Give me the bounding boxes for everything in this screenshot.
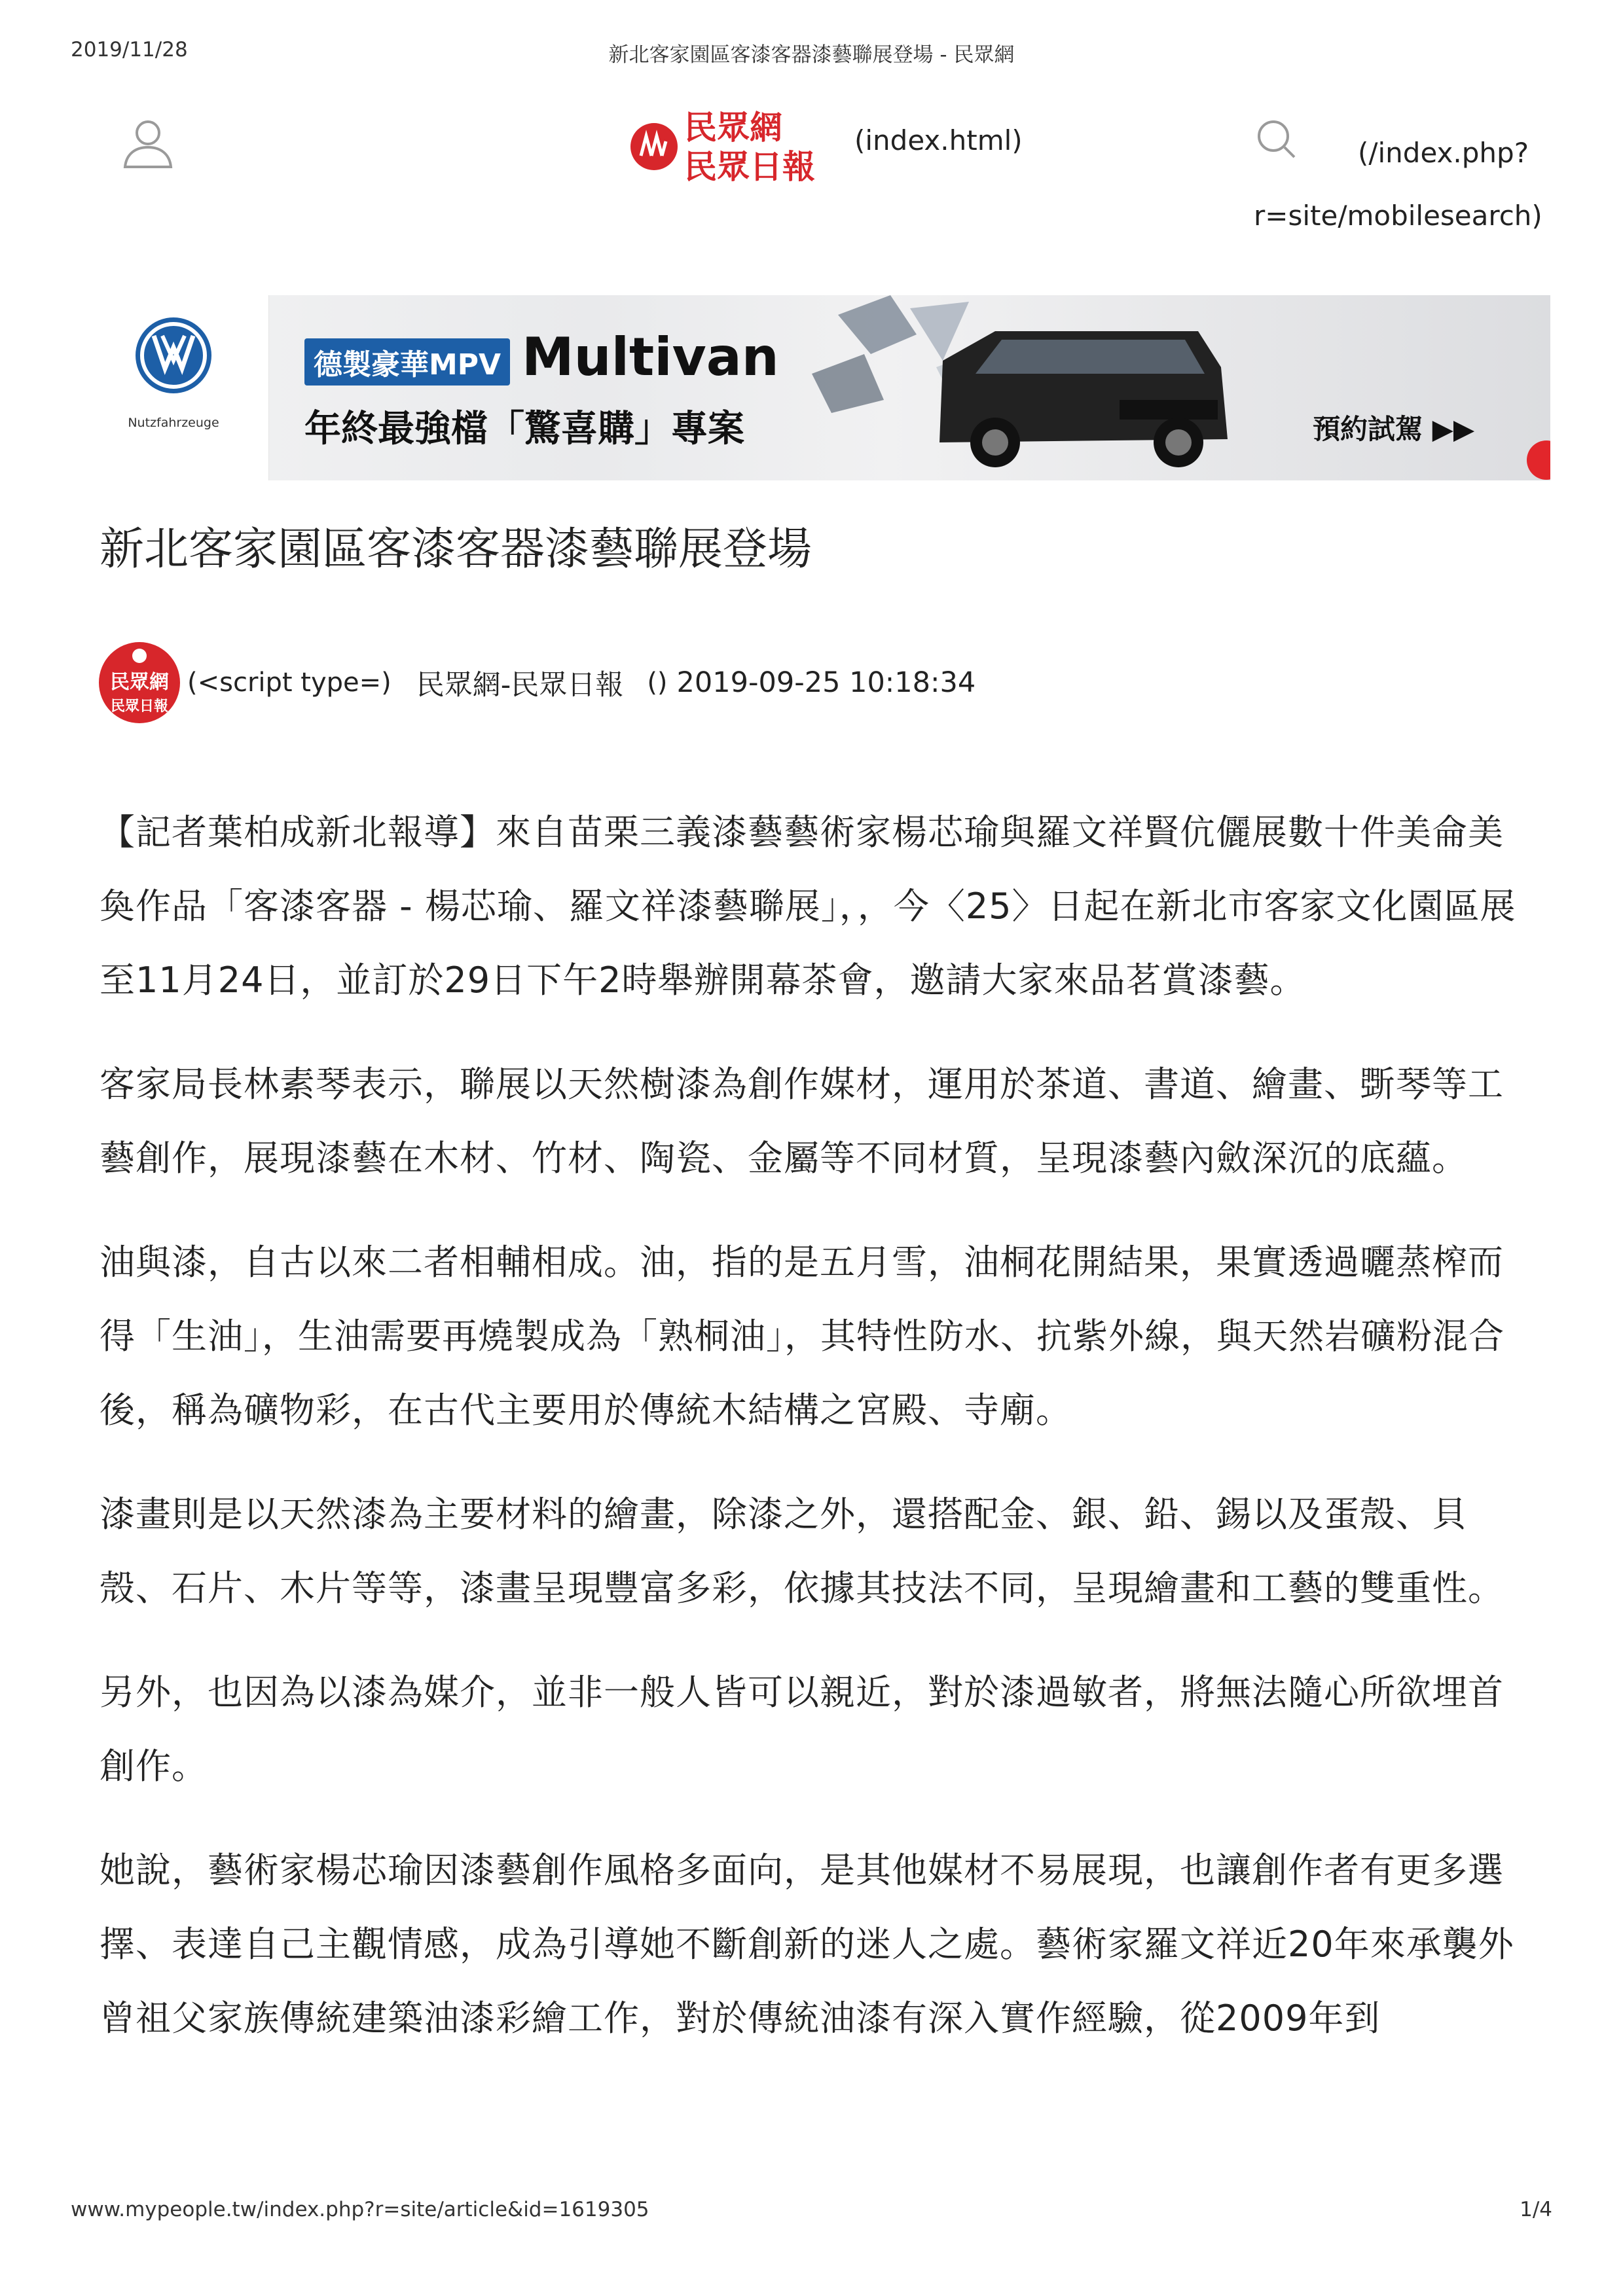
ad-promo-text: 年終最強檔「驚喜購」專案 <box>304 408 744 450</box>
avatar-text-line2: 民眾日報 <box>110 698 169 715</box>
byline-timestamp: 2019-09-25 10:18:34 <box>676 666 976 699</box>
logo-link-text[interactable]: (index.html) <box>854 124 1023 156</box>
article-byline <box>98 640 976 725</box>
byline-paren: () <box>647 668 668 698</box>
ad-corner-icon <box>1527 440 1550 480</box>
vw-brand-panel <box>79 295 269 480</box>
article-paragraph: 她說，藝術家楊芯瑜因漆藝創作風格多面向，是其他媒材不易展現，也讓創作者有更多選擇、表達自己主觀情感，成為引導她不斷創新的迷人之處。藝術家羅文祥近20年來承襲外曾祖父家族傳統建築油漆彩繪工作，對於傳統油漆有深入實作經驗，從2009年到 <box>100 1850 1514 2039</box>
logo-text-line1: 民眾網 <box>684 108 782 147</box>
article-paragraph: 另外，也因為以漆為媒介，並非一般人皆可以親近，對於漆過敏者，將無法隨心所欲埋首創作。 <box>100 1672 1504 1787</box>
ad-van-graphic <box>923 321 1237 472</box>
user-icon-graphic <box>120 115 176 171</box>
vw-logo-icon <box>79 295 268 413</box>
byline-source[interactable]: 民眾網-民眾日報 <box>416 668 624 702</box>
article-paragraph: 漆畫則是以天然漆為主要材料的繪畫，除漆之外，還搭配金、銀、鉛、錫以及蛋殼、貝殼、石片、木片等等，漆畫呈現豐富多彩，依據其技法不同，呈現繪畫和工藝的雙重性。 <box>100 1494 1504 1609</box>
article-headline: 新北客家園區客漆客器漆藝聯展登場 <box>100 524 812 575</box>
article-paragraph: 客家局長林素琴表示，聯展以天然樹漆為創作媒材，運用於茶道、書道、繪畫、斲琴等工藝創作，展現漆藝在木材、竹材、陶瓷、金屬等不同材質，呈現漆藝內斂深沉的底蘊。 <box>100 1064 1504 1179</box>
print-url: www.mypeople.tw/index.php?r=site/article&id=1619305 <box>71 2198 649 2221</box>
ad-cta-button[interactable]: 預約試駕 ▶▶ <box>1313 413 1475 445</box>
print-footer <box>71 2198 1552 2224</box>
print-page-title: 新北客家園區客漆客器漆藝聯展登場 - 民眾網 <box>608 43 1015 67</box>
site-logo-link[interactable] <box>625 105 1023 190</box>
print-page-number: 1/4 <box>1520 2198 1552 2221</box>
vw-subtitle: Nutzfahrzeuge <box>128 416 219 430</box>
article-paragraph: 【記者葉柏成新北報導】來自苗栗三義漆藝藝術家楊芯瑜與羅文祥賢伉儷展數十件美侖美奐作品「客漆客器 - 楊芯瑜、羅文祥漆藝聯展」，，今〈25〉日起在新北市客家文化園區展至11月24日，並訂於29日下午2時舉辦開幕茶會，邀請大家來品茗賞漆藝。 <box>100 812 1516 1001</box>
article-body <box>100 795 1522 2085</box>
print-header <box>71 38 1552 67</box>
search-link-text[interactable]: (/index.php?r=site/mobilesearch) <box>1254 137 1542 232</box>
byline-script-text: (<script type=) <box>187 668 392 698</box>
logo-text-line2: 民眾日報 <box>684 147 815 186</box>
ad-badge: 德製豪華MPV <box>304 338 510 386</box>
avatar-text-line1: 民眾網 <box>110 671 169 694</box>
logo-icon <box>625 105 848 190</box>
article-paragraph: 油與漆，自古以來二者相輔相成。油，指的是五月雪，油桐花開結果，果實透過曬蒸榨而得「生油」，生油需要再燒製成為「熟桐油」，其特性防水、抗紫外線，與天然岩礦粉混合後，稱為礦物彩，在古代主要用於傳統木結構之宮殿、寺廟。 <box>100 1242 1504 1431</box>
user-icon[interactable] <box>120 115 176 171</box>
print-date: 2019/11/28 <box>71 38 188 62</box>
author-avatar-icon <box>98 641 181 724</box>
ad-banner[interactable] <box>79 295 1550 480</box>
ad-model-name: Multivan <box>522 327 779 387</box>
